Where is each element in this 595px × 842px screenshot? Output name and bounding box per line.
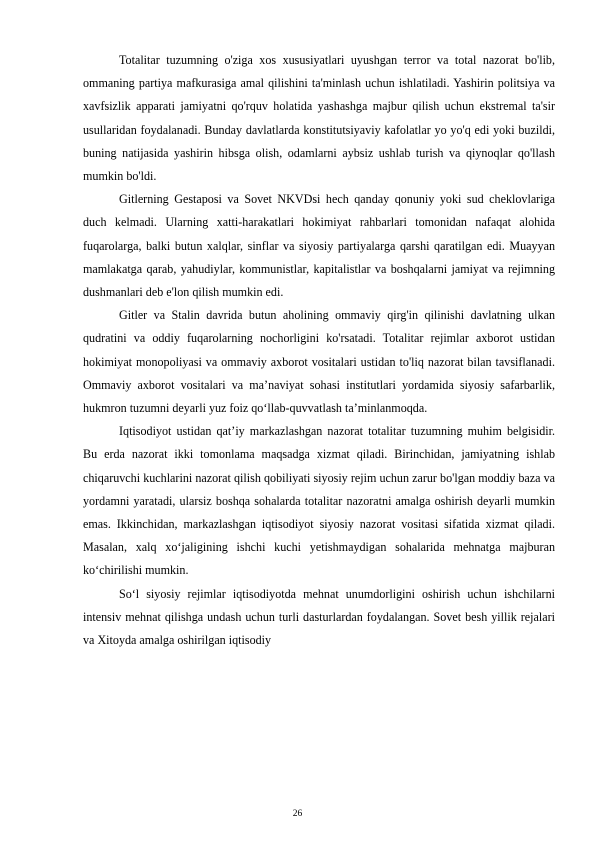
paragraph-ommaviy-qirgin: Gitler va Stalin davrida butun aholining ommaviy qirg'in qilinishi davlatning ulkan qudratini va oddiy fuqarolarning nochorligini ko'rsatadi. Totalitar rejimlar axborot ustidan hokimiyat monopoliyasi va ommaviy axborot vositalari ustidan to'liq nazorat bilan tavsiflanadi. Ommaviy axborot vositalari va ma’naviyat sohasi institutlari yordamida siyosiy safarbarlik, hukmron tuzumni deyarli yuz foiz qo‘llab-quvvatlash ta’minlanmoqda. xyxy=(83,308,555,416)
paragraph-iqtisodiyot-nazorat: Iqtisodiyot ustidan qat’iy markazlashgan nazorat totalitar tuzumning muhim belgisidir. Bu erda nazorat ikki tomonlama maqsadga xizmat qiladi. Birinchidan, jamiyatning ishlab chiqaruvchi kuchlarini nazorat qilish qobiliyati siyosiy rejim uchun zarur bo'lgan moddiy baza va yordamni yaratadi, ularsiz boshqa sohalarda totalitar nazoratni amalga oshirish deyarli mumkin emas. Ikkinchidan, markazlashgan iqtisodiyot siyosiy nazorat vositasi sifatida xizmat qiladi. Masalan, xalq xo‘jaligining ishchi kuchi yetishmaydigan sohalarida mehnatga majburan ko‘chirilishi mumkin. xyxy=(83,424,555,578)
paragraph-gestapo-nkvd: Gitlerning Gestaposi va Sovet NKVDsi hech qanday qonuniy yoki sud cheklovlariga duch kelmadi. Ularning xatti-harakatlari hokimiyat rahbarlari tomonidan nafaqat alohida fuqarolarga, balki butun xalqlar, sinflar va siyosiy partiyalarga qarshi qaratilgan edi. Muayyan mamlakatga qarab, yahudiylar, kommunistlar, kapitalistlar va boshqalarni jamiyat va rejimning dushmanlari deb e'lon qilish mumkin edi. xyxy=(83,192,555,300)
document-page xyxy=(83,49,555,652)
page-number: 26 xyxy=(292,809,303,819)
paragraph-totalitar-tuzum: Totalitar tuzumning o'ziga xos xususiyatlari uyushgan terror va total nazorat bo'lib, ommaning partiya mafkurasiga amal qilishini ta'minlash uchun ishlatiladi. Yashirin politsiya va xavfsizlik apparati jamiyatni qo'rquv holatida yashashga majbur qilish uchun ekstremal ta'sir usullaridan foydalanadi. Bunday davlatlarda konstitutsiyaviy kafolatlar yo yo'q edi yoki buzildi, buning natijasida yashirin hibsga olish, odamlarni aybsiz ushlab turish va qiynoqlar qo'llash mumkin bo'ldi. xyxy=(83,53,555,184)
paragraph-sol-rejimlar: So‘l siyosiy rejimlar iqtisodiyotda mehnat unumdorligini oshirish uchun ishchilarni intensiv mehnat qilishga undash uchun turli dasturlardan foydalangan. Sovet besh yillik rejalari va Xitoyda amalga oshirilgan iqtisodiy xyxy=(83,586,555,648)
